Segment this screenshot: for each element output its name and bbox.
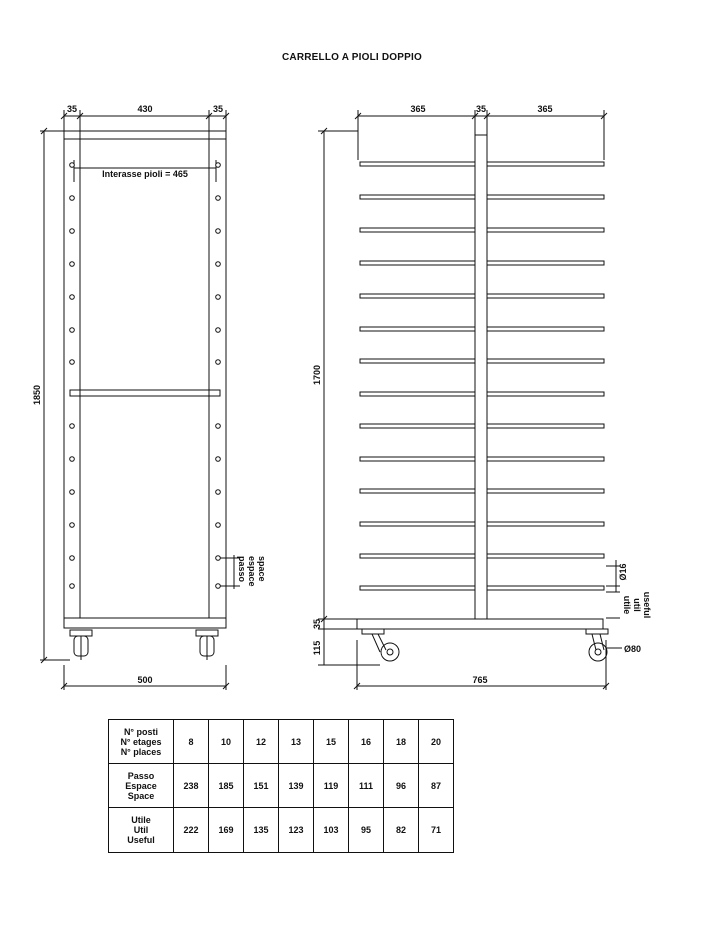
table-cell: 123 xyxy=(279,808,314,853)
table-cell: 139 xyxy=(279,764,314,808)
table-row xyxy=(109,720,454,764)
side-dim-right-arm: 365 xyxy=(537,104,553,114)
table-cell: 103 xyxy=(314,808,349,853)
table-cell: 95 xyxy=(349,808,384,853)
side-dim-wheel-height: 115 xyxy=(312,640,322,656)
side-dim-wheel-diameter: Ø80 xyxy=(624,644,642,654)
drawing-title: CARRELLO A PIOLI DOPPIO xyxy=(282,52,422,63)
table-cell: 135 xyxy=(244,808,279,853)
pin-spacing-label: Interasse pioli = 465 xyxy=(102,169,188,179)
table-cell: 15 xyxy=(314,720,349,764)
side-dim-post: 35 xyxy=(475,104,487,114)
table-cell: 87 xyxy=(419,764,454,808)
pitch-label-it: passo xyxy=(237,556,247,583)
front-dim-inner-width: 430 xyxy=(137,104,153,114)
table-cell: 151 xyxy=(244,764,279,808)
table-cell: 16 xyxy=(349,720,384,764)
front-view-pin-holes xyxy=(70,163,221,589)
side-dim-rod-diameter: Ø16 xyxy=(618,563,628,581)
specification-table xyxy=(108,719,454,853)
front-dim-left-margin: 35 xyxy=(66,104,78,114)
pitch-label-fr: espace xyxy=(247,556,257,587)
table-cell: 119 xyxy=(314,764,349,808)
front-dim-height: 1850 xyxy=(32,384,42,406)
table-cell: 13 xyxy=(279,720,314,764)
table-header-useful: Utile Util Useful xyxy=(109,808,174,853)
table-cell: 222 xyxy=(174,808,209,853)
table-cell: 8 xyxy=(174,720,209,764)
table-cell: 82 xyxy=(384,808,419,853)
useful-label-it: utile xyxy=(622,595,632,615)
side-dim-height: 1700 xyxy=(312,364,322,386)
table-cell: 10 xyxy=(209,720,244,764)
table-row xyxy=(109,808,454,853)
table-cell: 12 xyxy=(244,720,279,764)
useful-label-en: useful xyxy=(642,591,652,619)
useful-label-fr: util xyxy=(632,598,642,612)
front-dim-right-margin: 35 xyxy=(212,104,224,114)
side-dim-left-arm: 365 xyxy=(410,104,426,114)
table-row xyxy=(109,764,454,808)
pitch-label-en: space xyxy=(257,556,267,582)
table-header-places: N° posti N° etages N° places xyxy=(109,720,174,764)
front-dim-base-width: 500 xyxy=(137,675,153,685)
table-cell: 111 xyxy=(349,764,384,808)
table-cell: 238 xyxy=(174,764,209,808)
side-dim-base-thickness: 35 xyxy=(312,618,322,630)
side-dim-total-length: 765 xyxy=(472,675,488,685)
table-cell: 18 xyxy=(384,720,419,764)
table-cell: 20 xyxy=(419,720,454,764)
table-cell: 185 xyxy=(209,764,244,808)
table-cell: 96 xyxy=(384,764,419,808)
table-cell: 169 xyxy=(209,808,244,853)
table-cell: 71 xyxy=(419,808,454,853)
table-header-space: Passo Espace Space xyxy=(109,764,174,808)
central-post xyxy=(475,135,487,619)
